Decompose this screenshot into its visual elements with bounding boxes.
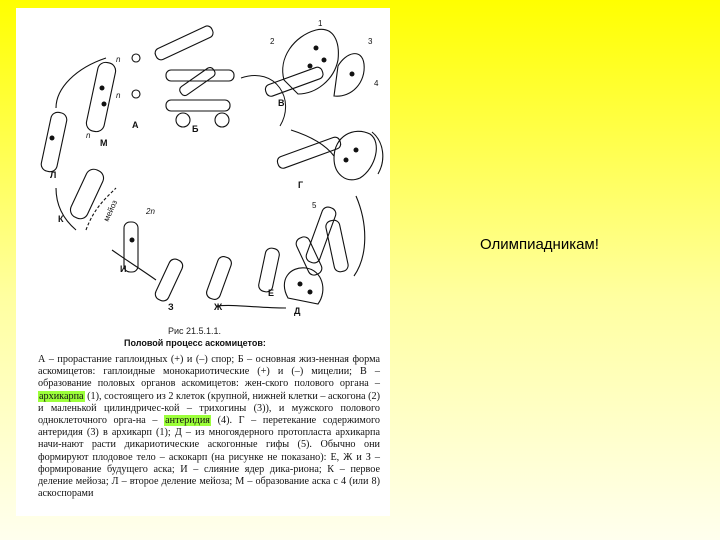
spore [132, 54, 140, 62]
hypha [153, 24, 214, 61]
part-number-5: 5 [312, 201, 317, 210]
ascus [68, 167, 106, 222]
part-number-2: 2 [270, 37, 275, 46]
archicarp [284, 268, 323, 304]
figure-title: Половой процесс аскомицетов: [124, 338, 266, 348]
stage-letter-z: З [168, 302, 174, 312]
hypha [166, 70, 234, 81]
stage-letter-g: Г [298, 180, 304, 190]
cycle-arrow [56, 58, 106, 108]
meiosis-label: мейоз [101, 198, 120, 223]
archicarp [334, 131, 376, 179]
hypha [264, 66, 324, 98]
ascogenous-hypha [325, 219, 350, 273]
archicarp [283, 29, 339, 94]
stage-letter-d: Д [294, 306, 301, 316]
ploidy-n: n [86, 131, 91, 140]
ascogenous-hypha [294, 235, 324, 277]
part-number-4: 4 [374, 79, 379, 88]
stage-letter-m: М [100, 138, 108, 148]
side-note: Олимпиадникам! [480, 236, 599, 253]
minus-nucleus [215, 113, 229, 127]
hook [258, 247, 281, 293]
ploidy-2n: 2n [146, 207, 155, 216]
cycle-arrow [354, 196, 365, 276]
caption-part-2: (1), состоящего из 2 клеток (крупной, нижней клетки – аскогона (2) и маленькой цилиндричес-кой – трихогины (3)), и мужского полового одноклеточного орга-на – [38, 390, 380, 427]
ploidy-n: n [116, 91, 121, 100]
hypha [276, 136, 342, 170]
highlight-antheridium: антеридия [165, 415, 210, 427]
stage-letter-k: К [58, 214, 64, 224]
hook [205, 255, 233, 301]
ascus [40, 111, 68, 173]
part-number-1: 1 [318, 19, 323, 28]
figure-number: Рис 21.5.1.1. [168, 326, 222, 336]
stage-letter-v: В [278, 98, 285, 108]
stage-letter-a: А [132, 120, 139, 130]
spore [132, 90, 140, 98]
hook [153, 257, 184, 303]
caption-part-1: А – прорастание гаплоидных (+) и (–) спор; Б – основная жиз-ненная форма аскомицетов: гаплоидные монокариотические (+) и (–) мицелии; В – образование половых органов аскомицетов: жен-ского полового органа – [38, 354, 380, 390]
figure-caption [38, 354, 380, 500]
hypha [166, 100, 230, 111]
cycle-arrow [112, 250, 156, 280]
ploidy-n: n [116, 55, 121, 64]
stage-letter-e: Е [268, 288, 275, 298]
cycle-arrow [216, 305, 286, 308]
stage-letter-zh: Ж [214, 302, 223, 312]
stage-letter-i: И [120, 264, 127, 274]
plus-nucleus [176, 113, 190, 127]
ascomycete-cycle-diagram [16, 8, 390, 323]
ascus [85, 61, 117, 133]
caption-part-3: (4). Г – перетекание содержимого антеридия (3) в архикарп (1); Д – из многоядерного протопласта архикарпа начи-нают расти дикариотические аскогонные гифы (5). Обычно они формируют плодовое тело – аскокарп (на рисунке не показано): Е, Ж и З – формирование будущего аска; И – слияние ядер дика-риона; К – первое деление мейоза; Л – второе деление мейоза; М – образование аска с 4 (или 8) аскоспорами [38, 415, 380, 500]
figure-scan [16, 8, 390, 516]
stage-letter-b: Б [192, 124, 199, 134]
highlight-archicarp: архикарпа [39, 390, 84, 402]
ascogenous-hypha [305, 205, 338, 264]
stage-letter-l: Л [50, 170, 57, 180]
part-number-3: 3 [368, 37, 373, 46]
